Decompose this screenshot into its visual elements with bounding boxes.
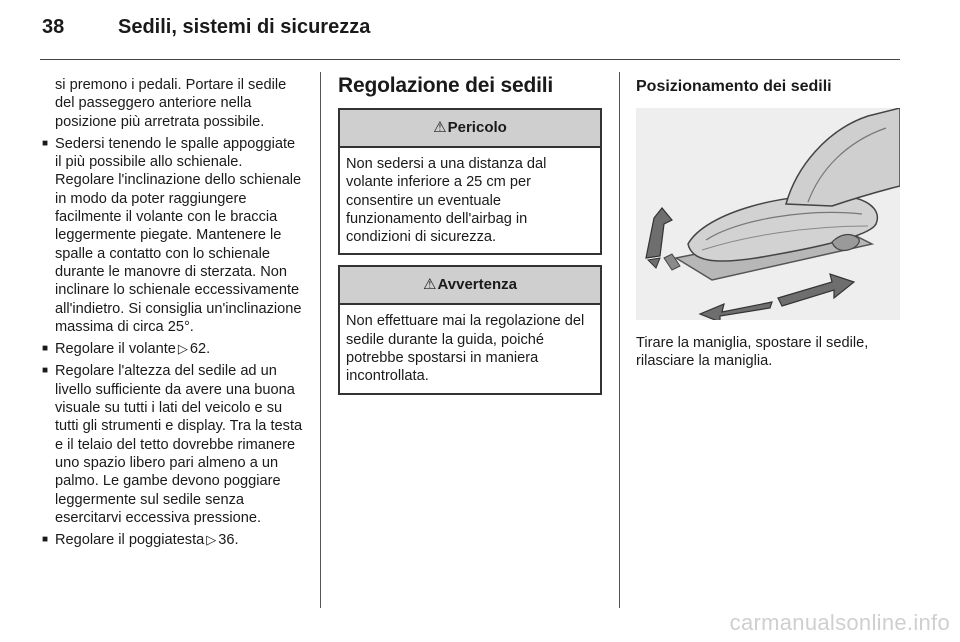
list-item: ■ Sedersi tenendo le spalle appoggiate il più possibile allo schienale. Regolare l'inclinazione dello schienale in modo da poter raggiungere facilmente il volante con le braccia leggermente piegate. Mantenere le spalle a contatto con lo schienale durante le manovre di sterzata. Non inclinare lo schienale eccessivamente all'indietro. Si consiglia un'inclinazione massima di circa 25°. (42, 135, 304, 336)
section-heading: Regolazione dei sedili (338, 74, 553, 97)
seat-drawing (636, 108, 900, 320)
list-item: ■ Regolare il volante ▷ 62. (42, 340, 304, 358)
watermark: carmanualsonline.info (729, 610, 950, 635)
column-divider (619, 72, 620, 608)
column-middle (338, 74, 602, 405)
instruction-list (42, 135, 304, 550)
column-left (42, 76, 304, 553)
list-item: ■ Regolare il poggiatesta ▷ 36. (42, 531, 304, 549)
page-number: 38 (42, 16, 65, 38)
triangle-right-icon[interactable]: ▷ (206, 532, 217, 548)
column-right (636, 78, 902, 371)
page-title: Sedili, sistemi di sicurezza (118, 16, 371, 38)
page-reference[interactable]: 36 (218, 532, 235, 549)
caution-text: Non effettuare mai la regolazione del sedile durante la guida, poiché potrebbe spostarsi in maniera incontrollata. (346, 313, 585, 385)
column-divider (320, 72, 321, 608)
danger-text: Non sedersi a una distanza dal volante inferiore a 25 cm per consentire un eventuale funzionamento dell'airbag in condizioni di sicurezza. (346, 156, 547, 246)
subsection-heading: Posizionamento dei sedili (636, 78, 832, 95)
warning-triangle-icon: ⚠ (433, 119, 447, 136)
page-reference[interactable]: 62 (189, 341, 207, 358)
seat-illustration (636, 108, 900, 320)
intro-paragraph: si premono i pedali. Portare il sedile del passeggero anteriore nella posizione più arretrata possibile. (55, 77, 287, 130)
header-divider (40, 59, 900, 60)
caution-title: Avvertenza (437, 276, 517, 294)
page-header (0, 0, 960, 62)
list-item: ■ Regolare l'altezza del sedile ad un livello sufficiente da avere una buona visuale su tutti i lati del veicolo e su tutti gli strumenti e display. Tra la testa e il telaio del tetto dovrebbe rimanere uno spazio libero pari almeno a un palmo. Le gambe devono poggiare leggermente sul sedile senza esercitarvi eccessiva pressione. (42, 362, 304, 527)
danger-box (338, 108, 602, 255)
triangle-right-icon[interactable]: ▷ (177, 341, 188, 357)
caution-box (338, 265, 602, 394)
danger-title: Pericolo (447, 119, 507, 136)
warning-triangle-icon: ⚠ (423, 276, 437, 294)
figure-caption: Tirare la maniglia, spostare il sedile, rilasciare la maniglia. (636, 335, 869, 370)
